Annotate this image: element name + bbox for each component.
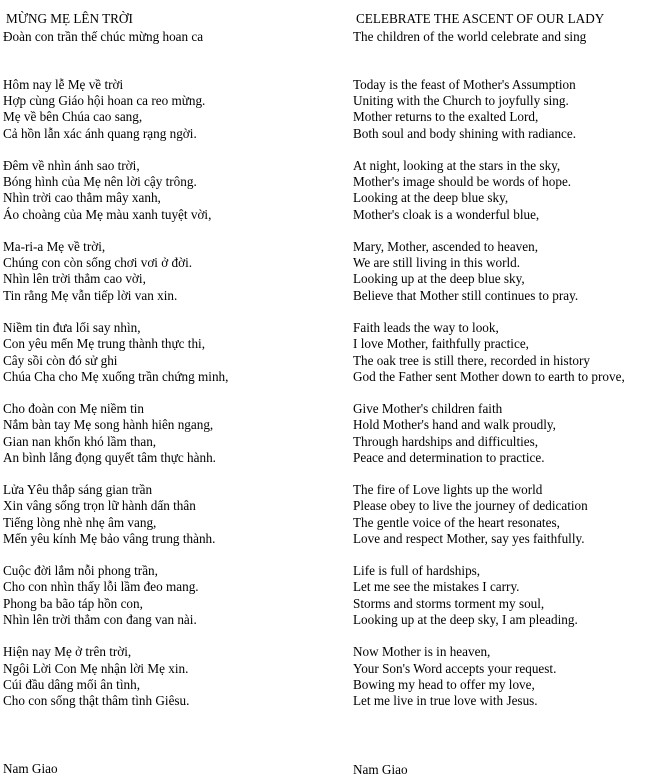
poem-line: The fire of Love lights up the world bbox=[353, 482, 543, 498]
poem-line: Mother's cloak is a wonderful blue, bbox=[353, 206, 540, 222]
poem-line: Niềm tin đưa lối say nhìn, bbox=[3, 320, 141, 336]
author-name: Nam Giao bbox=[353, 762, 408, 777]
poem-line: Hợp cùng Giáo hội hoan ca reo mừng. bbox=[3, 93, 206, 109]
poem-line: Ngôi Lời Con Mẹ nhận lời Mẹ xin. bbox=[3, 660, 189, 676]
poem-line: Mother's image should be words of hope. bbox=[353, 174, 572, 190]
poem-line: Faith leads the way to look, bbox=[353, 320, 499, 336]
poem-line: Mến yêu kính Mẹ bảo vâng trung thành. bbox=[3, 530, 216, 546]
poem-line: Nhìn lên trời thẳm cao vời, bbox=[3, 271, 146, 287]
stanza bbox=[3, 644, 228, 709]
poem-line: Today is the feast of Mother's Assumption bbox=[353, 77, 576, 92]
poem-line: Let me live in true love with Jesus. bbox=[353, 692, 538, 708]
stanza bbox=[353, 401, 625, 466]
stanza bbox=[3, 401, 228, 466]
poem-line: Looking up at the deep sky, I am pleading. bbox=[353, 611, 578, 627]
poem-line: Your Son's Word accepts your request. bbox=[353, 660, 557, 676]
stanza bbox=[353, 77, 625, 142]
stanza bbox=[353, 239, 625, 304]
poem-line: Hiện nay Mẹ ở trên trời, bbox=[3, 644, 132, 660]
poem-line: Tiếng lòng nhè nhẹ âm vang, bbox=[3, 514, 157, 530]
poem-line: Life is full of hardships, bbox=[353, 563, 481, 579]
poem-line: Cho con sống thật thâm tình Giêsu. bbox=[3, 692, 190, 708]
poem-line: Give Mother's children faith bbox=[353, 401, 503, 417]
poem-line: Nắm bàn tay Mẹ song hành hiên ngang, bbox=[3, 417, 214, 433]
poem-line: Hôm nay lễ Mẹ về trời bbox=[3, 77, 124, 92]
poem-line: We are still living in this world. bbox=[353, 255, 521, 271]
poem-title: CELEBRATE THE ASCENT OF OUR LADY bbox=[356, 11, 605, 26]
author-name: Nam Giao bbox=[3, 761, 58, 776]
stanza bbox=[3, 239, 228, 304]
poem-line: I love Mother, faithfully practice, bbox=[353, 336, 529, 352]
poem-line: Now Mother is in heaven, bbox=[353, 644, 491, 660]
poem-line: Uniting with the Church to joyfully sing. bbox=[353, 93, 569, 109]
poem-line: Mẹ về bên Chúa cao sang, bbox=[3, 109, 143, 125]
poem-line: At night, looking at the stars in the sky, bbox=[353, 158, 561, 174]
poem-line: Lửa Yêu thắp sáng gian trần bbox=[3, 482, 153, 498]
poem-line: Both soul and body shining with radiance. bbox=[353, 125, 577, 141]
stanza-list bbox=[353, 77, 625, 725]
poem-line: Mary, Mother, ascended to heaven, bbox=[353, 239, 539, 255]
poem-line: Cho con nhìn thấy lỗi lầm đeo mang. bbox=[3, 579, 199, 595]
poem-line: Ma-ri-a Mẹ về trời, bbox=[3, 239, 106, 255]
stanza bbox=[353, 482, 625, 547]
poem-line: An bình lắng đọng quyết tâm thực hành. bbox=[3, 449, 216, 465]
poem-line: Tin rằng Mẹ vẫn tiếp lời van xin. bbox=[3, 287, 178, 303]
stanza bbox=[3, 320, 228, 385]
stanza bbox=[353, 158, 625, 223]
stanza bbox=[353, 644, 625, 709]
poem-line: Chúa Cha cho Mẹ xuống trần chứng minh, bbox=[3, 368, 229, 384]
poem-line: Nhìn trời cao thẳm mây xanh, bbox=[3, 190, 161, 206]
poem-line: Looking up at the deep blue sky, bbox=[353, 271, 525, 287]
poem-line: The oak tree is still there, recorded in history bbox=[353, 352, 590, 368]
poem-line: Con yêu mến Mẹ trung thành thực thi, bbox=[3, 336, 205, 352]
stanza bbox=[3, 158, 228, 223]
poem-subtitle: The children of the world celebrate and sing bbox=[353, 29, 587, 44]
poem-line: Cả hồn lẫn xác ánh quang rạng ngời. bbox=[3, 125, 197, 141]
poem-line: Cuộc đời lắm nỗi phong trần, bbox=[3, 563, 158, 579]
poem-line: Let me see the mistakes I carry. bbox=[353, 579, 520, 595]
poem-line: The gentle voice of the heart resonates, bbox=[353, 514, 560, 530]
poem-line: Please obey to live the journey of dedication bbox=[353, 498, 588, 514]
stanza-list bbox=[3, 77, 228, 725]
stanza bbox=[3, 563, 228, 628]
poem-line: Cây sồi còn đó sử ghi bbox=[3, 352, 118, 368]
poem-line: Cho đoàn con Mẹ niềm tin bbox=[3, 401, 145, 417]
poem-line: Đêm về nhìn ánh sao trời, bbox=[3, 158, 140, 174]
poem-line: Through hardships and difficulties, bbox=[353, 433, 539, 449]
poem-line: Nhìn lên trời thẳm con đang van nài. bbox=[3, 611, 197, 627]
poem-line: Looking at the deep blue sky, bbox=[353, 190, 509, 206]
poem-line: Storms and storms torment my soul, bbox=[353, 595, 545, 611]
poem-line: Gian nan khốn khó lầm than, bbox=[3, 433, 157, 449]
poem-line: Cúi đầu dâng mối ân tình, bbox=[3, 676, 140, 692]
poem-line: God the Father sent Mother down to earth to prove, bbox=[353, 368, 625, 384]
poem-line: Xin vâng sống trọn lữ hành dấn thân bbox=[3, 498, 196, 514]
stanza bbox=[353, 563, 625, 628]
poem-line: Áo choàng của Mẹ màu xanh tuyệt vời, bbox=[3, 206, 212, 222]
poem-title: MỪNG MẸ LÊN TRỜI bbox=[6, 11, 133, 26]
poem-line: Chúng con còn sống chơi vơi ở đời. bbox=[3, 255, 193, 271]
poem-subtitle: Đoàn con trần thế chúc mừng hoan ca bbox=[3, 29, 204, 44]
poem-line: Hold Mother's hand and walk proudly, bbox=[353, 417, 556, 433]
poem-line: Peace and determination to practice. bbox=[353, 449, 545, 465]
poem-line: Believe that Mother still continues to pray. bbox=[353, 287, 579, 303]
stanza bbox=[3, 77, 228, 142]
poem-line: Bowing my head to offer my love, bbox=[353, 676, 535, 692]
poem-line: Love and respect Mother, say yes faithfully. bbox=[353, 530, 585, 546]
poem-line: Bóng hình của Mẹ nên lời cậy trông. bbox=[3, 174, 197, 190]
stanza bbox=[3, 482, 228, 547]
poem-line: Mother returns to the exalted Lord, bbox=[353, 109, 539, 125]
poem-line: Phong ba bão táp hồn con, bbox=[3, 595, 143, 611]
stanza bbox=[353, 320, 625, 385]
